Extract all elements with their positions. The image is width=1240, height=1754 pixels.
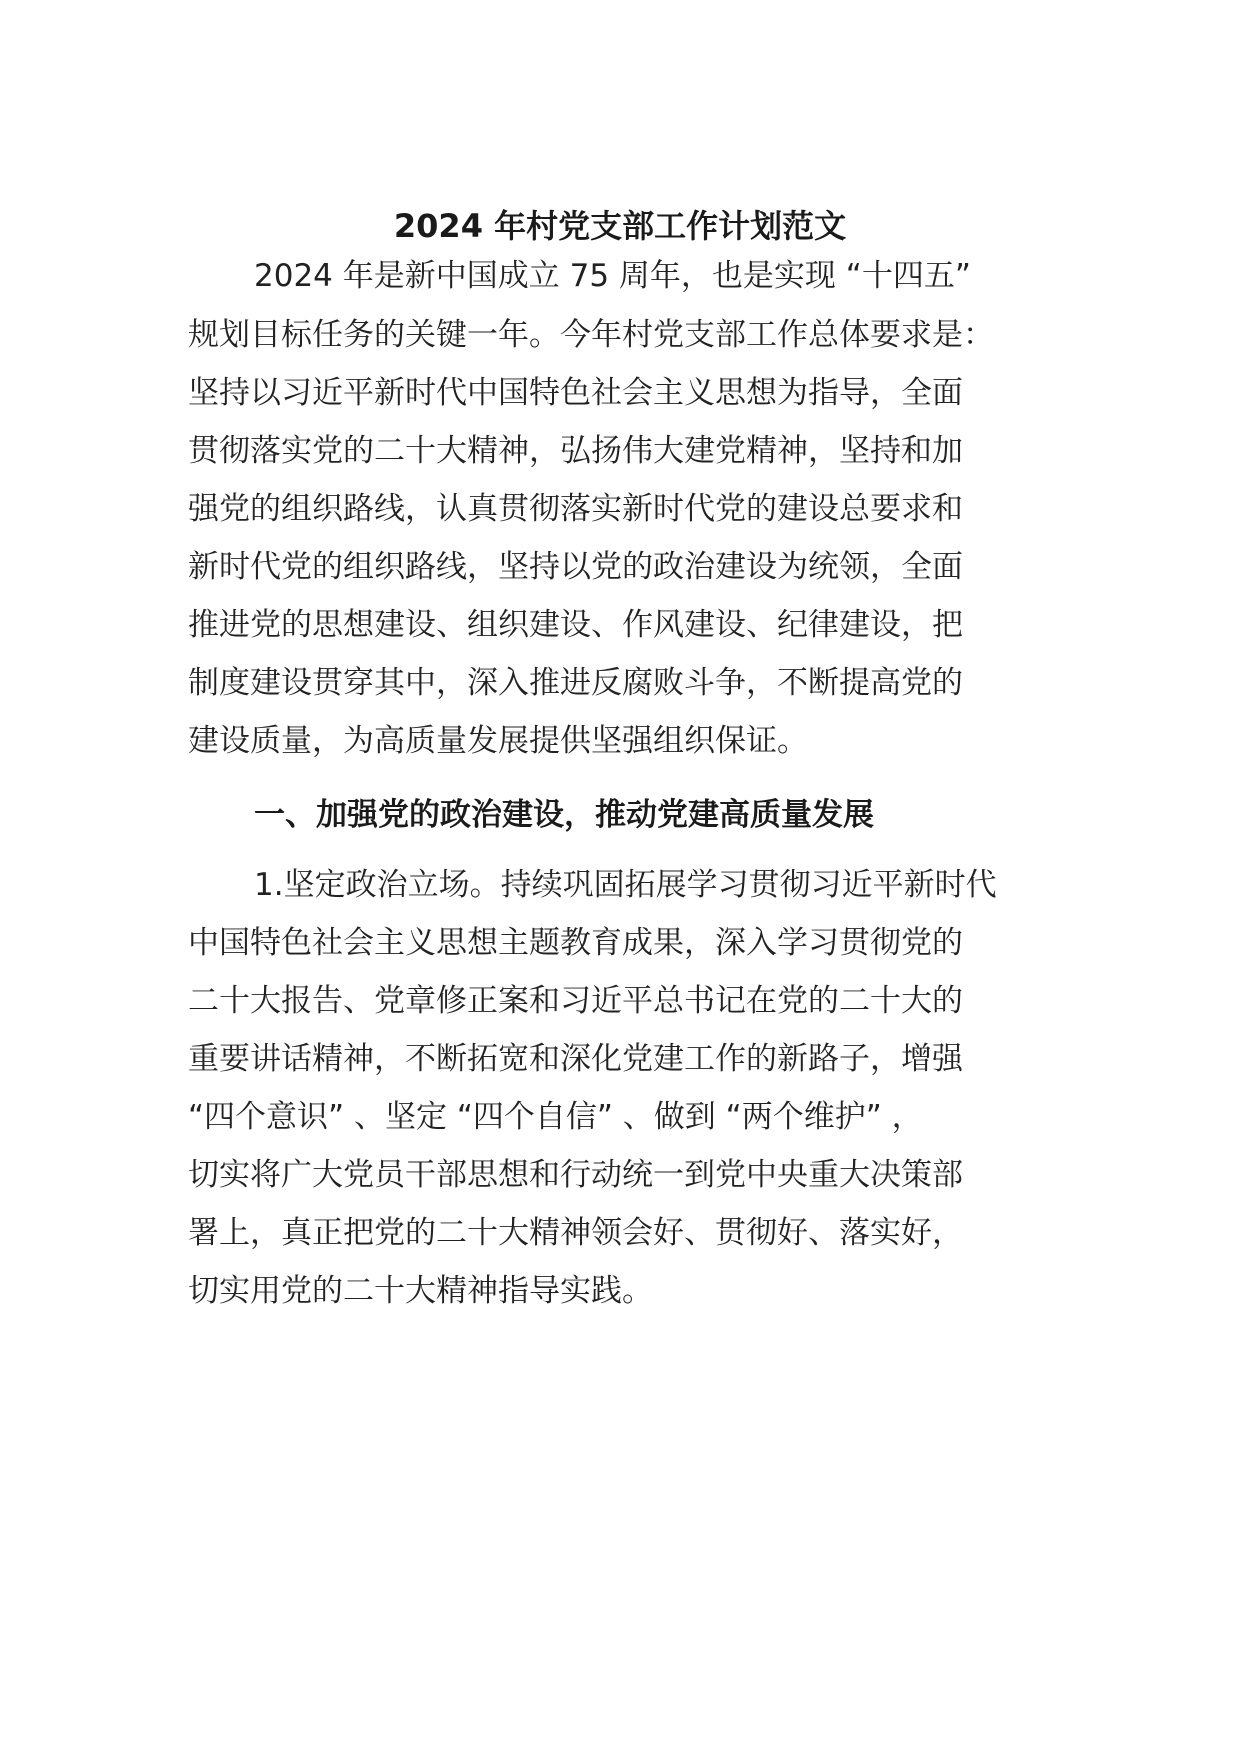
document-title: 2024 年村党支部工作计划范文 [393, 207, 847, 245]
section-heading: 一、加强党的政治建设，推动党建高质量发展 [254, 797, 874, 833]
intro-line-6: 新时代党的组织路线，坚持以党的政治建设为统领，全面 [188, 549, 963, 585]
intro-line-7: 推进党的思想建设、组织建设、作风建设、纪律建设，把 [188, 607, 963, 643]
item1-line-2: 中国特色社会主义思想主题教育成果，深入学习贯彻党的 [188, 925, 963, 961]
intro-line-8: 制度建设贯穿其中，深入推进反腐败斗争，不断提高党的 [188, 665, 963, 701]
intro-line-5: 强党的组织路线，认真贯彻落实新时代党的建设总要求和 [188, 491, 963, 527]
item1-line-7: 署上，真正把党的二十大精神领会好、贯彻好、落实好， [188, 1215, 963, 1251]
intro-line-2: 规划目标任务的关键一年。今年村党支部工作总体要求是： [188, 317, 994, 353]
item1-line-1: 1.坚定政治立场。持续巩固拓展学习贯彻习近平新时代 [254, 867, 997, 903]
item1-line-8: 切实用党的二十大精神指导实践。 [188, 1273, 653, 1309]
item1-line-6: 切实将广大党员干部思想和行动统一到党中央重大决策部 [188, 1157, 963, 1193]
intro-line-9: 建设质量，为高质量发展提供坚强组织保证。 [188, 723, 808, 759]
intro-line-4: 贯彻落实党的二十大精神，弘扬伟大建党精神，坚持和加 [188, 433, 963, 469]
item1-line-3: 二十大报告、党章修正案和习近平总书记在党的二十大的 [188, 983, 963, 1019]
item1-line-4: 重要讲话精神，不断拓宽和深化党建工作的新路子，增强 [188, 1041, 963, 1077]
intro-line-1: 2024 年是新中国成立 75 周年，也是实现 “十四五” [254, 258, 971, 294]
item1-line-5: “四个意识” 、坚定 “四个自信” 、做到 “两个维护” ， [188, 1099, 923, 1135]
intro-line-3: 坚持以习近平新时代中国特色社会主义思想为指导，全面 [188, 375, 963, 411]
